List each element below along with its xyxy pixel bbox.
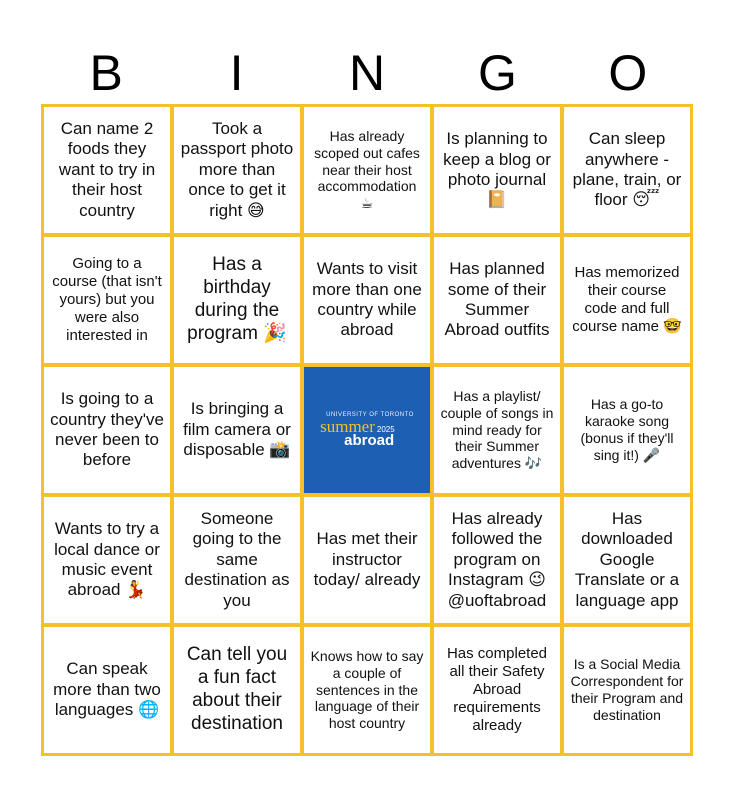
bingo-cell[interactable]: Wants to visit more than one country while abroad [304, 237, 430, 363]
bingo-cell[interactable]: Knows how to say a couple of sentences in the language of their host country [304, 627, 430, 753]
logo-year: 2025 [376, 425, 395, 434]
bingo-grid [41, 104, 693, 756]
bingo-cell[interactable]: Is bringing a film camera or disposable 📸 [174, 367, 300, 493]
logo-summer: summer [320, 417, 375, 436]
bingo-cell[interactable]: Has completed all their Safety Abroad requirements already [434, 627, 560, 753]
bingo-cell[interactable]: Can tell you a fun fact about their destination [174, 627, 300, 753]
header-letter-n: N [348, 45, 386, 101]
bingo-header [41, 42, 693, 104]
bingo-cell[interactable]: Has planned some of their Summer Abroad outfits [434, 237, 560, 363]
bingo-cell[interactable]: Is going to a country they've never been to before [44, 367, 170, 493]
summer-abroad-logo [320, 412, 414, 448]
bingo-cell[interactable]: Wants to try a local dance or music event abroad 💃 [44, 497, 170, 623]
free-space-logo[interactable] [304, 367, 430, 493]
bingo-cell[interactable]: Can speak more than two languages 🌐 [44, 627, 170, 753]
bingo-cell[interactable]: Is planning to keep a blog or photo journal 📔 [434, 107, 560, 233]
bingo-cell[interactable]: Is a Social Media Correspondent for their Program and destination [564, 627, 690, 753]
bingo-cell[interactable]: Can name 2 foods they want to try in their host country [44, 107, 170, 233]
bingo-cell[interactable]: Has already followed the program on Instagram 😉 @uoftabroad [434, 497, 560, 623]
bingo-cell[interactable]: Can sleep anywhere - plane, train, or floor 😴 [564, 107, 690, 233]
bingo-cell[interactable]: Has a playlist/ couple of songs in mind ready for their Summer adventures 🎶 [434, 367, 560, 493]
bingo-cell[interactable]: Has already scoped out cafes near their host accommodation ☕ [304, 107, 430, 233]
bingo-cell[interactable]: Has a birthday during the program 🎉 [174, 237, 300, 363]
bingo-cell[interactable]: Someone going to the same destination as you [174, 497, 300, 623]
logo-university: UNIVERSITY OF TORONTO [326, 412, 414, 418]
header-letter-b: B [89, 45, 123, 101]
logo-abroad: abroad [344, 432, 395, 449]
bingo-cell[interactable]: Going to a course (that isn't yours) but you were also interested in [44, 237, 170, 363]
bingo-cell[interactable]: Has memorized their course code and full course name 🤓 [564, 237, 690, 363]
header-letter-i: I [229, 45, 244, 101]
bingo-cell[interactable]: Has a go-to karaoke song (bonus if they'll sing it!) 🎤 [564, 367, 690, 493]
bingo-cell[interactable]: Has met their instructor today/ already [304, 497, 430, 623]
header-letter-g: G [477, 45, 517, 101]
bingo-cell[interactable]: Took a passport photo more than once to get it right 😅 [174, 107, 300, 233]
header-letter-o: O [608, 45, 648, 101]
bingo-cell[interactable]: Has downloaded Google Translate or a language app [564, 497, 690, 623]
